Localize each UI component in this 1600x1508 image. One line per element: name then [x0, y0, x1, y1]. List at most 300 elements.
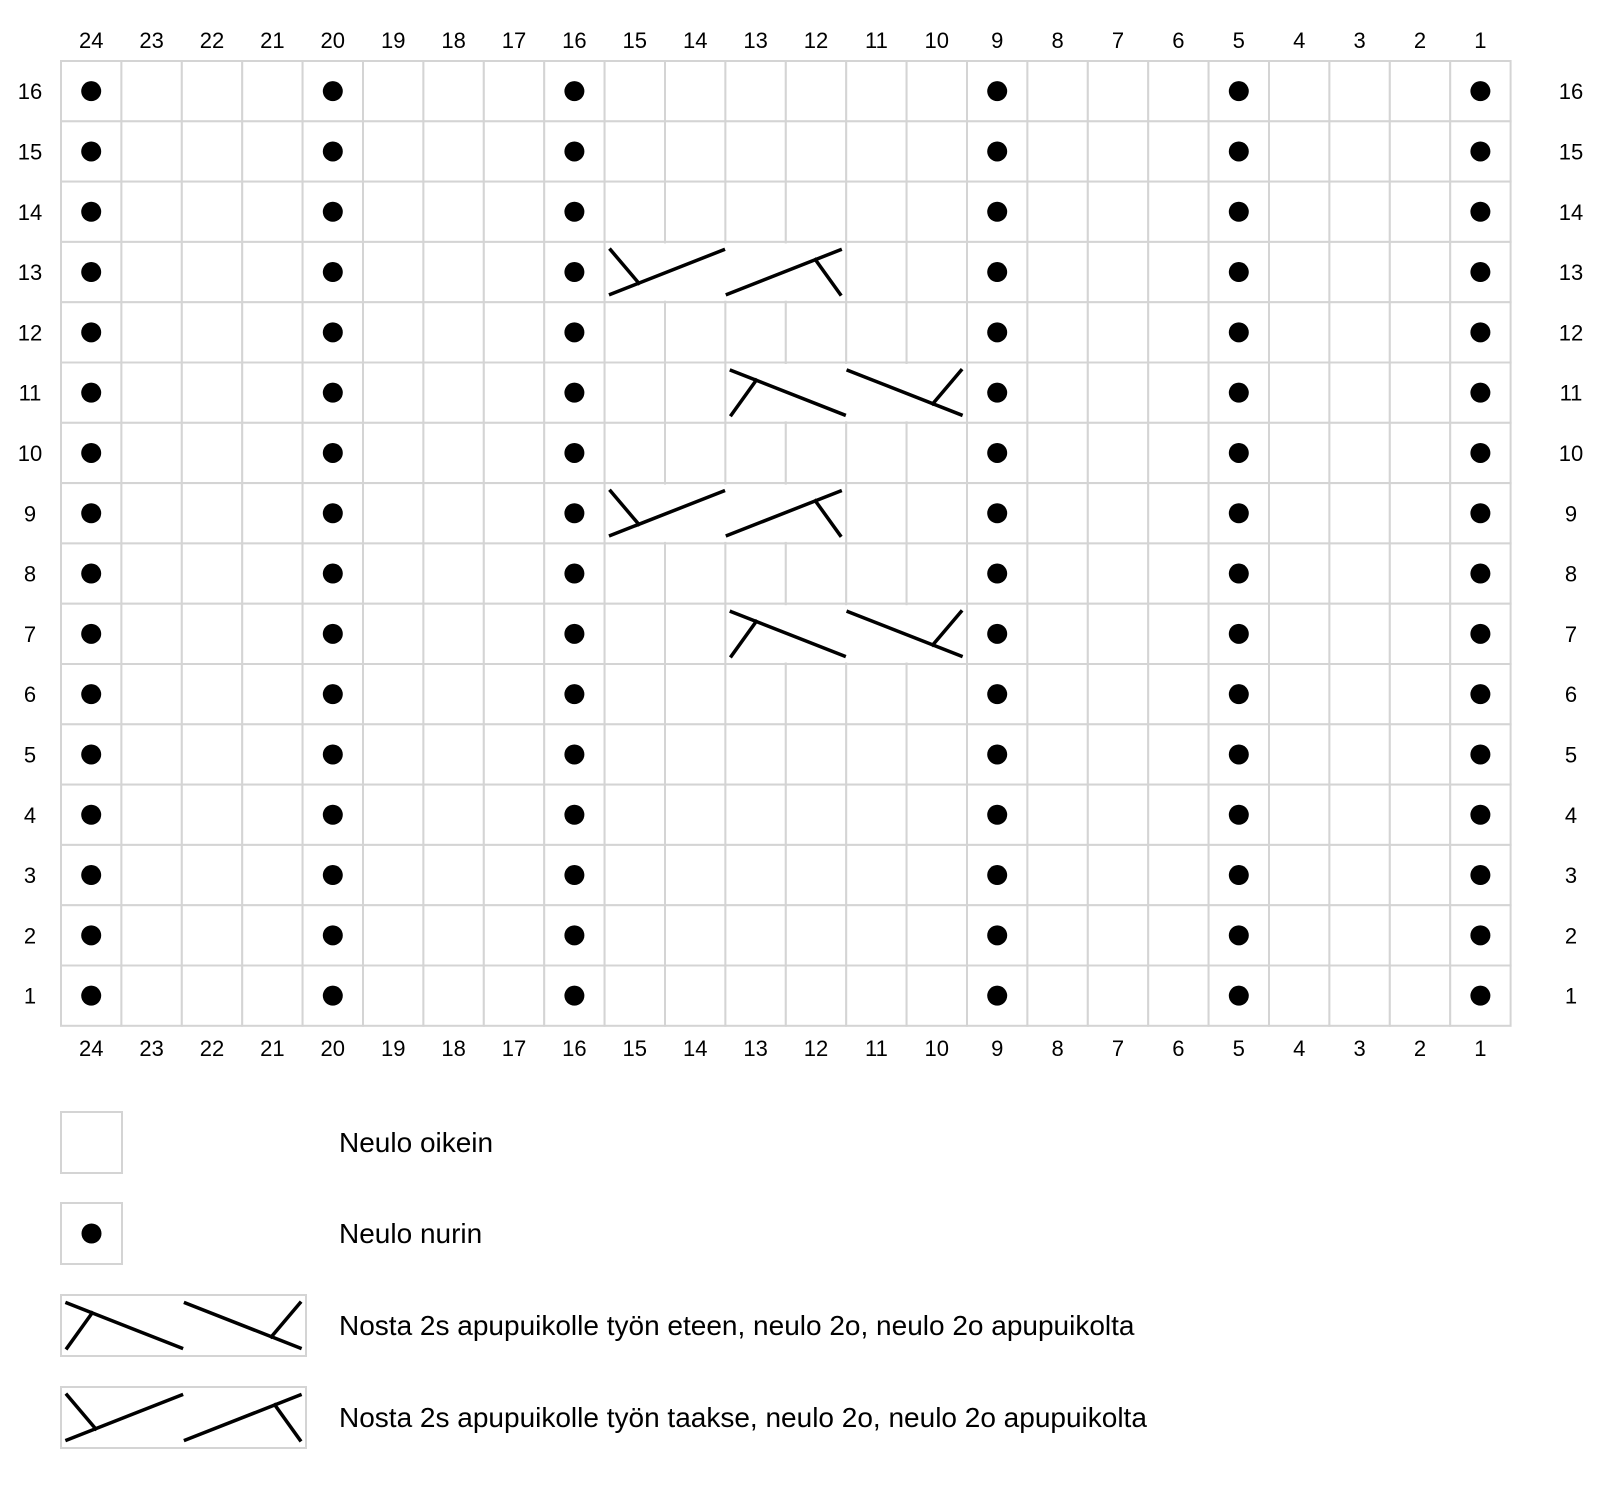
chart-cell	[242, 543, 302, 603]
chart-cell	[1269, 785, 1329, 845]
chart-cell	[121, 483, 181, 543]
column-label-top: 3	[1353, 28, 1366, 53]
chart-cell	[605, 966, 665, 1026]
purl-stitch-dot	[81, 503, 101, 523]
row-label-left: 15	[17, 139, 43, 165]
purl-stitch-dot	[81, 684, 101, 704]
chart-cell	[1269, 845, 1329, 905]
column-label-bottom: 19	[380, 1036, 406, 1061]
purl-stitch-dot	[323, 805, 343, 825]
purl-stitch-dot	[1229, 986, 1249, 1006]
chart-cell	[1390, 423, 1450, 483]
chart-cell	[121, 423, 181, 483]
chart-cell	[1148, 423, 1208, 483]
column-label-top: 5	[1232, 28, 1245, 53]
row-label-left: 8	[23, 561, 37, 587]
chart-cell	[665, 121, 725, 181]
chart-cell	[1148, 543, 1208, 603]
chart-cell	[1390, 604, 1450, 664]
chart-cell	[182, 543, 242, 603]
column-label-top: 15	[622, 28, 648, 53]
chart-cell	[121, 302, 181, 362]
chart-cell	[1329, 423, 1389, 483]
column-label-bottom: 8	[1051, 1036, 1064, 1061]
chart-cell	[907, 483, 967, 543]
purl-stitch-dot	[1470, 624, 1490, 644]
row-label-right: 13	[1558, 260, 1584, 286]
chart-cell	[242, 61, 302, 121]
chart-cell	[1088, 543, 1148, 603]
chart-cell	[665, 543, 725, 603]
row-label-right: 4	[1564, 802, 1578, 828]
chart-cell	[1148, 905, 1208, 965]
chart-cell	[484, 61, 544, 121]
chart-cell	[605, 363, 665, 423]
chart-cell	[242, 724, 302, 784]
column-label-top: 18	[441, 28, 466, 53]
column-label-top: 16	[562, 28, 587, 53]
chart-cell	[846, 483, 906, 543]
chart-cell	[605, 905, 665, 965]
chart-cell	[484, 664, 544, 724]
chart-cell	[423, 845, 483, 905]
column-label-bottom: 3	[1353, 1036, 1366, 1061]
legend-label: Neulo nurin	[339, 1218, 483, 1249]
chart-cell	[1329, 61, 1389, 121]
chart-cell	[1269, 604, 1329, 664]
chart-cell	[1269, 966, 1329, 1026]
purl-stitch-dot	[564, 383, 584, 403]
row-label-left: 14	[17, 199, 43, 225]
purl-stitch-dot	[564, 744, 584, 764]
chart-cell	[1027, 543, 1087, 603]
chart-cell	[1088, 604, 1148, 664]
chart-cell	[1269, 302, 1329, 362]
chart-cell	[1088, 905, 1148, 965]
row-label-left: 5	[23, 742, 37, 768]
chart-cell	[242, 242, 302, 302]
chart-cell	[182, 604, 242, 664]
chart-cell	[363, 363, 423, 423]
chart-cell	[423, 423, 483, 483]
legend-label: Nosta 2s apupuikolle työn eteen, neulo 2o, neulo 2o apupuikolta	[339, 1310, 1135, 1341]
chart-cell	[725, 905, 785, 965]
column-label-bottom: 9	[991, 1036, 1004, 1061]
purl-stitch-dot	[81, 865, 101, 885]
column-label-top: 14	[682, 28, 708, 53]
chart-cell	[907, 785, 967, 845]
cable-cell-background	[727, 605, 966, 662]
chart-cell	[1148, 604, 1208, 664]
chart-cell	[846, 242, 906, 302]
purl-stitch-dot	[564, 262, 584, 282]
chart-cell	[423, 966, 483, 1026]
row-label-left: 10	[17, 440, 43, 466]
chart-cell	[182, 785, 242, 845]
purl-stitch-dot	[323, 986, 343, 1006]
column-label-top: 8	[1051, 28, 1064, 53]
purl-stitch-dot	[1229, 322, 1249, 342]
chart-cell	[423, 724, 483, 784]
purl-stitch-dot	[323, 744, 343, 764]
purl-stitch-dot	[1470, 262, 1490, 282]
chart-cell	[665, 423, 725, 483]
chart-cell	[1329, 121, 1389, 181]
column-label-top: 22	[199, 28, 225, 53]
chart-cell	[907, 543, 967, 603]
chart-cell	[1329, 905, 1389, 965]
column-label-top: 23	[139, 28, 164, 53]
chart-cell	[1390, 302, 1450, 362]
column-label-top: 4	[1293, 28, 1306, 53]
chart-cell	[1390, 242, 1450, 302]
purl-stitch-dot	[1470, 744, 1490, 764]
chart-cell	[423, 182, 483, 242]
chart-cell	[182, 664, 242, 724]
chart-cell	[1390, 363, 1450, 423]
purl-stitch-dot	[1470, 684, 1490, 704]
chart-cell	[786, 121, 846, 181]
row-label-left: 9	[23, 501, 37, 527]
chart-cell	[363, 483, 423, 543]
purl-stitch-dot	[323, 503, 343, 523]
column-label-bottom: 17	[501, 1036, 527, 1061]
chart-cell	[725, 302, 785, 362]
chart-cell	[1148, 121, 1208, 181]
purl-stitch-dot	[323, 322, 343, 342]
chart-cell	[1329, 483, 1389, 543]
purl-stitch-dot	[987, 262, 1007, 282]
row-label-right: 16	[1558, 79, 1584, 105]
row-label-left: 6	[23, 682, 37, 708]
chart-cell	[907, 121, 967, 181]
chart-cell	[1027, 966, 1087, 1026]
chart-cell	[1027, 845, 1087, 905]
chart-cell	[1390, 905, 1450, 965]
chart-cell	[846, 724, 906, 784]
column-label-bottom: 23	[139, 1036, 164, 1061]
purl-stitch-dot	[1470, 141, 1490, 161]
purl-stitch-dot	[564, 684, 584, 704]
row-label-right: 3	[1564, 863, 1578, 889]
cable-cell-background	[606, 485, 845, 542]
chart-cell	[1088, 483, 1148, 543]
chart-cell	[423, 664, 483, 724]
chart-cell	[1390, 966, 1450, 1026]
chart-cell	[242, 182, 302, 242]
purl-stitch-dot	[81, 805, 101, 825]
chart-cell	[363, 905, 423, 965]
legend-label: Nosta 2s apupuikolle työn taakse, neulo 2o, neulo 2o apupuikolta	[339, 1402, 1147, 1433]
purl-stitch-dot	[1229, 202, 1249, 222]
chart-cell	[363, 61, 423, 121]
chart-cell	[605, 664, 665, 724]
purl-stitch-dot	[1229, 925, 1249, 945]
chart-cell	[786, 543, 846, 603]
chart-cell	[725, 785, 785, 845]
chart-cell	[363, 845, 423, 905]
chart-cell	[1329, 604, 1389, 664]
purl-stitch-dot	[564, 202, 584, 222]
column-label-bottom: 16	[562, 1036, 587, 1061]
purl-stitch-dot	[1470, 865, 1490, 885]
chart-cell	[907, 724, 967, 784]
chart-cell	[846, 61, 906, 121]
chart-cell	[242, 121, 302, 181]
row-label-left: 3	[23, 863, 37, 889]
chart-cell	[1390, 483, 1450, 543]
purl-stitch-dot	[1470, 383, 1490, 403]
chart-cell	[605, 61, 665, 121]
purl-stitch-dot	[323, 383, 343, 403]
row-label-right: 1	[1564, 983, 1578, 1009]
purl-stitch-dot	[987, 925, 1007, 945]
chart-cell	[605, 724, 665, 784]
chart-cell	[725, 423, 785, 483]
chart-cell	[725, 543, 785, 603]
chart-cell	[484, 966, 544, 1026]
chart-cell	[121, 363, 181, 423]
chart-cell	[605, 543, 665, 603]
chart-cell	[907, 182, 967, 242]
column-label-top: 13	[743, 28, 768, 53]
chart-cell	[907, 423, 967, 483]
purl-stitch-dot	[1229, 865, 1249, 885]
chart-cell	[1148, 302, 1208, 362]
chart-cell	[1390, 182, 1450, 242]
chart-cell	[182, 966, 242, 1026]
chart-cell	[182, 61, 242, 121]
legend-label: Neulo oikein	[339, 1127, 494, 1158]
column-label-bottom: 24	[78, 1036, 104, 1061]
chart-cell	[121, 966, 181, 1026]
chart-cell	[423, 604, 483, 664]
chart-cell	[1148, 61, 1208, 121]
column-label-bottom: 1	[1474, 1036, 1487, 1061]
purl-stitch-dot	[81, 986, 101, 1006]
column-label-top: 12	[803, 28, 829, 53]
chart-cell	[1088, 302, 1148, 362]
purl-stitch-dot	[323, 81, 343, 101]
chart-cell	[605, 604, 665, 664]
purl-stitch-dot	[81, 383, 101, 403]
chart-cell	[605, 121, 665, 181]
chart-cell	[786, 845, 846, 905]
column-label-top: 11	[864, 28, 888, 53]
row-label-left: 2	[23, 923, 37, 949]
chart-cell	[846, 966, 906, 1026]
legend-item-cable-back	[61, 1387, 1147, 1448]
chart-cell	[1329, 664, 1389, 724]
chart-cell	[484, 724, 544, 784]
chart-cell	[423, 543, 483, 603]
column-label-bottom: 11	[864, 1036, 888, 1061]
purl-stitch-dot	[323, 624, 343, 644]
chart-cell	[363, 423, 423, 483]
chart-cell	[605, 182, 665, 242]
chart-cell	[665, 785, 725, 845]
chart-cell	[1027, 182, 1087, 242]
column-label-top: 2	[1413, 28, 1427, 53]
row-label-right: 12	[1558, 320, 1584, 346]
chart-cell	[786, 302, 846, 362]
chart-cell	[605, 845, 665, 905]
chart-cell	[846, 664, 906, 724]
chart-cell	[1148, 966, 1208, 1026]
chart-cell	[242, 363, 302, 423]
chart-cell	[725, 182, 785, 242]
purl-stitch-dot	[1229, 443, 1249, 463]
chart-cell	[1027, 664, 1087, 724]
chart-cell	[121, 61, 181, 121]
column-label-bottom: 21	[260, 1036, 285, 1061]
chart-cell	[1027, 483, 1087, 543]
chart-cell	[1027, 423, 1087, 483]
chart-cell	[182, 242, 242, 302]
column-label-bottom: 2	[1413, 1036, 1427, 1061]
purl-stitch-dot	[987, 805, 1007, 825]
purl-stitch-dot	[81, 624, 101, 644]
chart-cell	[242, 483, 302, 543]
chart-cell	[1027, 121, 1087, 181]
chart-cell	[1148, 785, 1208, 845]
chart-cell	[1027, 61, 1087, 121]
chart-cell	[786, 182, 846, 242]
purl-stitch-dot	[987, 564, 1007, 584]
chart-cell	[182, 905, 242, 965]
chart-cell	[363, 724, 423, 784]
chart-cell	[1088, 966, 1148, 1026]
chart-cell	[1329, 302, 1389, 362]
chart-cell	[665, 182, 725, 242]
legend-item-cable-front	[61, 1295, 1135, 1356]
row-label-right: 8	[1564, 561, 1578, 587]
chart-cell	[363, 664, 423, 724]
column-label-top: 1	[1474, 28, 1487, 53]
chart-cell	[725, 966, 785, 1026]
chart-cell	[121, 905, 181, 965]
legend-cable-box	[61, 1387, 306, 1448]
column-label-top: 10	[924, 28, 950, 53]
chart-cell	[182, 845, 242, 905]
chart-cell	[242, 302, 302, 362]
row-label-right: 2	[1564, 923, 1578, 949]
chart-cell	[423, 121, 483, 181]
purl-stitch-dot	[1470, 564, 1490, 584]
chart-cell	[423, 483, 483, 543]
chart-cell	[846, 543, 906, 603]
chart-cell	[1148, 483, 1208, 543]
chart-cell	[1088, 61, 1148, 121]
purl-stitch-dot	[81, 141, 101, 161]
chart-cell	[1269, 242, 1329, 302]
purl-stitch-dot	[1229, 564, 1249, 584]
chart-cell	[1027, 302, 1087, 362]
column-label-top: 7	[1111, 28, 1125, 53]
purl-stitch-dot	[1470, 925, 1490, 945]
column-label-top: 19	[380, 28, 406, 53]
chart-grid	[61, 61, 1511, 1026]
chart-cell	[1269, 121, 1329, 181]
purl-stitch-dot	[323, 564, 343, 584]
purl-stitch-dot	[1470, 986, 1490, 1006]
purl-stitch-dot	[1470, 202, 1490, 222]
column-label-bottom: 18	[441, 1036, 466, 1061]
chart-cell	[1269, 664, 1329, 724]
column-label-bottom: 15	[622, 1036, 648, 1061]
chart-cell	[1390, 845, 1450, 905]
purl-stitch-dot	[81, 262, 101, 282]
chart-cell	[846, 905, 906, 965]
chart-cell	[1390, 664, 1450, 724]
chart-cell	[1329, 182, 1389, 242]
chart-cell	[423, 302, 483, 362]
chart-cell	[1027, 785, 1087, 845]
chart-cell	[1088, 785, 1148, 845]
column-label-top: 21	[260, 28, 285, 53]
purl-stitch-dot	[1229, 684, 1249, 704]
chart-cell	[1088, 664, 1148, 724]
purl-stitch-dot	[987, 986, 1007, 1006]
chart-cell	[1148, 363, 1208, 423]
column-label-bottom: 10	[924, 1036, 950, 1061]
chart-cell	[242, 845, 302, 905]
purl-stitch-dot	[987, 503, 1007, 523]
chart-cell	[484, 483, 544, 543]
row-label-right: 6	[1564, 682, 1578, 708]
chart-cell	[182, 121, 242, 181]
chart-cell	[484, 363, 544, 423]
purl-stitch-dot	[987, 202, 1007, 222]
chart-cell	[725, 845, 785, 905]
row-label-right: 15	[1558, 139, 1584, 165]
chart-cell	[605, 423, 665, 483]
chart-cell	[121, 785, 181, 845]
purl-stitch-dot	[323, 684, 343, 704]
chart-cell	[1329, 242, 1389, 302]
chart-cell	[725, 121, 785, 181]
chart-cell	[363, 543, 423, 603]
chart-cell	[786, 724, 846, 784]
purl-stitch-dot	[987, 744, 1007, 764]
chart-cell	[363, 121, 423, 181]
chart-cell	[1088, 845, 1148, 905]
chart-cell	[1027, 724, 1087, 784]
row-label-right: 14	[1558, 199, 1584, 225]
purl-stitch-dot	[987, 322, 1007, 342]
purl-stitch-dot	[323, 141, 343, 161]
chart-cell	[121, 543, 181, 603]
purl-stitch-dot	[1229, 624, 1249, 644]
chart-cell	[363, 966, 423, 1026]
chart-cell	[725, 664, 785, 724]
chart-cell	[786, 423, 846, 483]
chart-cell	[786, 966, 846, 1026]
chart-cell	[1329, 543, 1389, 603]
chart-cell	[242, 604, 302, 664]
chart-cell	[242, 664, 302, 724]
purl-stitch-dot	[564, 443, 584, 463]
chart-cell	[1329, 845, 1389, 905]
purl-stitch-dot	[564, 81, 584, 101]
chart-cell	[182, 302, 242, 362]
chart-cell	[1148, 182, 1208, 242]
chart-cell	[363, 785, 423, 845]
row-label-left: 7	[23, 621, 37, 647]
chart-cell	[1027, 363, 1087, 423]
row-label-right: 7	[1564, 621, 1578, 647]
chart-cell	[484, 845, 544, 905]
